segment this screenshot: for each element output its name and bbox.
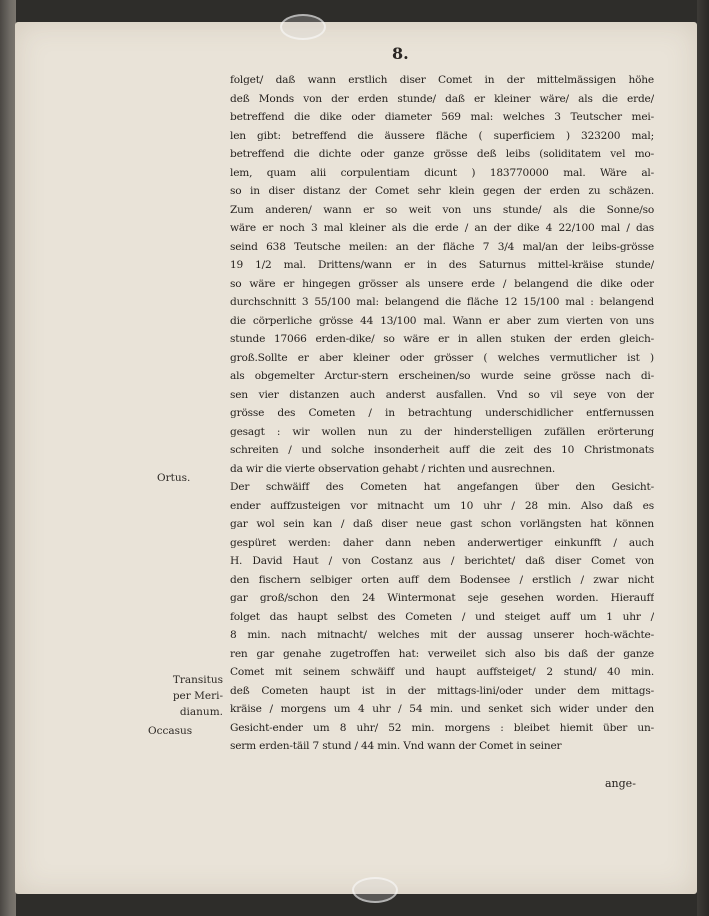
- text-line: gar groß/schon den 24 Wintermonat seje gesehen worden. Hierauff: [230, 592, 654, 604]
- text-line: gesagt : wir wollen nun zu der hinderstelligen zufällen erörterung: [230, 425, 654, 438]
- text-line: durchschnitt 3 55/100 mal: belangend die fläche 12 15/100 mal : belangend: [230, 296, 654, 308]
- margin-note-occasus: Occasus: [148, 725, 193, 737]
- text-line: seind 638 Teutsche meilen: an der fläche 7 3/4 mal/an der leibs-grösse: [230, 240, 654, 253]
- text-line: stunde 17066 erden-dike/ so wäre er in allen stuken der erden gleich-: [230, 333, 654, 345]
- text-line: da wir die vierte observation gehabt / richten und ausrechnen.: [230, 462, 556, 475]
- text-line: betreffend die dichte oder ganze grösse deß leibs (soliditatem vel mo-: [230, 148, 654, 160]
- text-line: serm erden-täil 7 stund / 44 min. Vnd wann der Comet in seiner: [230, 740, 562, 752]
- text-line: len gibt: betreffend die äussere fläche ( superficiem ) 323200 mal;: [230, 129, 654, 142]
- text-line: so wäre er hingegen grösser als unsere erde / belangend die dike oder: [230, 277, 654, 290]
- text-line: deß Cometen haupt ist in der mittags-lini/oder under dem mittags-: [230, 684, 654, 697]
- text-line: gespüret werden: daher dann neben anderwertiger einkunfft / auch: [230, 536, 654, 549]
- scan-right-edge: [697, 0, 709, 916]
- text-line: sen vier distanzen auch anderst ausfallen. Vnd so vil seye von der: [230, 388, 654, 401]
- text-line: betreffend die dike oder diameter 569 mal: welches 3 Teutscher mei-: [230, 111, 654, 123]
- margin-note-transitus: [153, 672, 223, 720]
- text-line: die cörperliche grösse 44 13/100 mal. Wann er aber zum vierten von uns: [230, 314, 654, 327]
- text-line: groß.Sollte er aber kleiner oder grösser ( welches vermutlicher ist ): [230, 351, 654, 364]
- text-line: lem, quam alii corpulentiam dicunt ) 183770000 mal. Wäre al-: [230, 166, 654, 179]
- body-text: [230, 71, 654, 756]
- scan-binding-edge: [0, 0, 16, 916]
- text-line: gar wol sein kan / daß diser neue gast schon vorlängsten hat können: [230, 518, 654, 530]
- text-line: 8 min. nach mitnacht/ welches mit der aussag unserer hoch-wächte-: [230, 629, 654, 641]
- margin-note-line: per Meri-: [172, 690, 223, 702]
- text-line: schreiten / und solche insonderheit auff die zeit des 10 Christmonats: [230, 444, 654, 456]
- text-line: wäre er noch 3 mal kleiner als die erde / an der dike 4 22/100 mal / das: [230, 222, 654, 234]
- text-line: als obgemelter Arctur-stern erscheinen/so wurde seine grösse nach di-: [230, 370, 654, 382]
- text-line: kräise / morgens um 4 uhr / 54 min. und senket sich wider under den: [230, 703, 654, 715]
- text-line: Zum anderen/ wann er so weit von uns stunde/ als die Sonne/so: [230, 203, 654, 216]
- text-line: ren gar genahe zugetroffen hat: verweilet sich also bis daß der ganze: [230, 647, 654, 660]
- text-line: folget das haupt selbst des Cometen / und steiget auff um 1 uhr /: [230, 610, 654, 623]
- text-line: H. David Haut / von Costanz aus / berichtet/ daß diser Comet von: [230, 555, 654, 567]
- margin-note-line: dianum.: [179, 706, 223, 718]
- text-line: grösse des Cometen / in betrachtung underschidlicher entfernussen: [230, 407, 654, 419]
- text-line: folget/ daß wann erstlich diser Comet in der mittelmässigen höhe: [230, 74, 654, 86]
- text-line: deß Monds von der erden stunde/ daß er kleiner wäre/ als die erde/: [230, 92, 654, 105]
- text-line: ender auffzusteigen vor mitnacht um 10 uhr / 28 min. Also daß es: [230, 499, 654, 512]
- text-line: Der schwäiff des Cometen hat angefangen über den Gesicht-: [230, 481, 654, 493]
- margin-note-ortus: Ortus.: [157, 472, 191, 484]
- text-line: so in diser distanz der Comet sehr klein gegen der erden zu schäzen.: [230, 185, 654, 197]
- text-line: den fischern selbiger orten auff dem Bodensee / erstlich / zwar nicht: [230, 573, 654, 586]
- binding-clip-bottom: [352, 877, 398, 903]
- catchword: ange-: [605, 777, 636, 790]
- text-line: Gesicht-ender um 8 uhr/ 52 min. morgens : bleibet hiemit über un-: [230, 721, 654, 734]
- text-line: 19 1/2 mal. Drittens/wann er in des Saturnus mittel-kräise stunde/: [230, 259, 654, 271]
- text-line: Comet mit seinem schwäiff und haupt auffsteiget/ 2 stund/ 40 min.: [230, 666, 654, 678]
- page-number: 8.: [392, 44, 409, 63]
- binding-clip-top: [280, 14, 326, 40]
- margin-note-line: Transitus: [172, 674, 223, 686]
